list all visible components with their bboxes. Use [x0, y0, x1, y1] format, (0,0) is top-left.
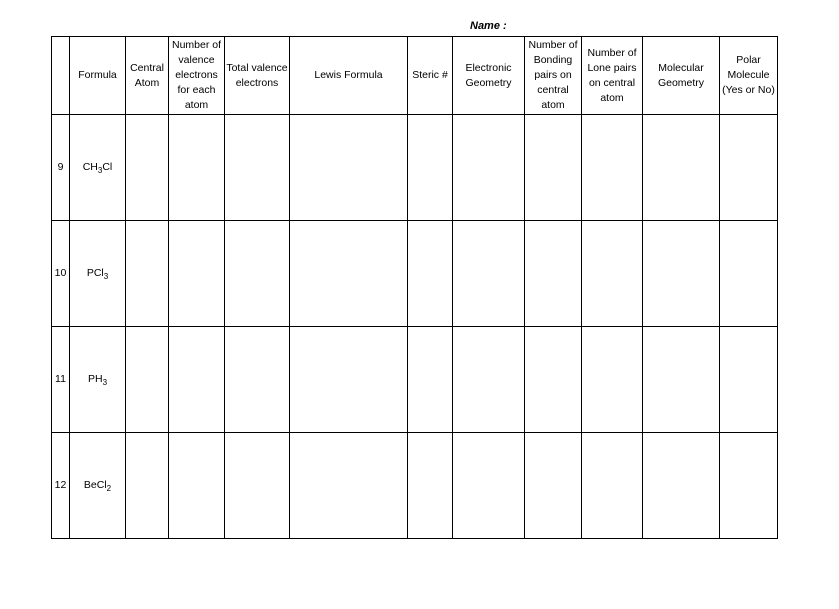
- cell-molecular-geometry[interactable]: [643, 433, 720, 539]
- header-lewis-formula: Lewis Formula: [290, 37, 408, 115]
- cell-molecular-geometry[interactable]: [643, 327, 720, 433]
- table-row: [52, 115, 778, 221]
- table-row: [52, 433, 778, 539]
- cell-valence-each[interactable]: [169, 221, 225, 327]
- cell-steric-number[interactable]: [408, 115, 453, 221]
- formula-main: PCl: [86, 267, 104, 279]
- cell-polar-molecule[interactable]: [720, 327, 778, 433]
- name-label: Name :: [470, 20, 507, 32]
- formula-subscript: 3: [103, 272, 109, 281]
- header-steric-number: Steric #: [408, 37, 453, 115]
- formula-subscript: 3: [97, 166, 103, 175]
- row-number: 10: [52, 221, 70, 327]
- cell-central-atom[interactable]: [126, 115, 169, 221]
- cell-lone-pairs[interactable]: [582, 433, 643, 539]
- header-bonding-pairs: Number of Bonding pairs on central atom: [525, 37, 582, 115]
- cell-molecular-geometry[interactable]: [643, 221, 720, 327]
- cell-lone-pairs[interactable]: [582, 221, 643, 327]
- cell-steric-number[interactable]: [408, 433, 453, 539]
- formula-main: CH: [82, 161, 98, 173]
- header-lone-pairs: Number of Lone pairs on central atom: [582, 37, 643, 115]
- cell-central-atom[interactable]: [126, 433, 169, 539]
- formula-subscript: 3: [102, 378, 108, 387]
- cell-total-valence[interactable]: [225, 327, 290, 433]
- cell-polar-molecule[interactable]: [720, 433, 778, 539]
- table-row: [52, 221, 778, 327]
- cell-valence-each[interactable]: [169, 115, 225, 221]
- cell-lone-pairs[interactable]: [582, 115, 643, 221]
- cell-polar-molecule[interactable]: [720, 221, 778, 327]
- row-formula: [70, 433, 126, 539]
- cell-steric-number[interactable]: [408, 221, 453, 327]
- cell-total-valence[interactable]: [225, 221, 290, 327]
- cell-total-valence[interactable]: [225, 115, 290, 221]
- cell-central-atom[interactable]: [126, 221, 169, 327]
- cell-steric-number[interactable]: [408, 327, 453, 433]
- cell-lewis-formula[interactable]: [290, 115, 408, 221]
- cell-lewis-formula[interactable]: [290, 433, 408, 539]
- row-number: 11: [52, 327, 70, 433]
- cell-electronic-geometry[interactable]: [453, 433, 525, 539]
- header-number: [52, 37, 70, 115]
- cell-valence-each[interactable]: [169, 327, 225, 433]
- header-valence-each: Number of valence electrons for each atom: [169, 37, 225, 115]
- cell-lewis-formula[interactable]: [290, 327, 408, 433]
- header-total-valence: Total valence electrons: [225, 37, 290, 115]
- formula-subscript: 2: [106, 484, 112, 493]
- header-formula: Formula: [70, 37, 126, 115]
- header-row: [52, 37, 778, 115]
- cell-bonding-pairs[interactable]: [525, 115, 582, 221]
- cell-bonding-pairs[interactable]: [525, 433, 582, 539]
- cell-polar-molecule[interactable]: [720, 115, 778, 221]
- cell-electronic-geometry[interactable]: [453, 327, 525, 433]
- cell-lewis-formula[interactable]: [290, 221, 408, 327]
- table-row: [52, 327, 778, 433]
- formula-tail: Cl: [102, 161, 113, 173]
- cell-electronic-geometry[interactable]: [453, 115, 525, 221]
- row-formula: [70, 327, 126, 433]
- row-number: 9: [52, 115, 70, 221]
- row-formula: [70, 221, 126, 327]
- header-molecular-geometry: Molecular Geometry: [643, 37, 720, 115]
- cell-electronic-geometry[interactable]: [453, 221, 525, 327]
- cell-bonding-pairs[interactable]: [525, 221, 582, 327]
- molecular-geometry-worksheet: [51, 36, 778, 539]
- cell-valence-each[interactable]: [169, 433, 225, 539]
- cell-bonding-pairs[interactable]: [525, 327, 582, 433]
- header-central-atom: Central Atom: [126, 37, 169, 115]
- row-formula: [70, 115, 126, 221]
- header-electronic-geometry: Electronic Geometry: [453, 37, 525, 115]
- cell-central-atom[interactable]: [126, 327, 169, 433]
- cell-molecular-geometry[interactable]: [643, 115, 720, 221]
- cell-total-valence[interactable]: [225, 433, 290, 539]
- formula-main: BeCl: [83, 479, 107, 491]
- header-polar-molecule: Polar Molecule (Yes or No): [720, 37, 778, 115]
- row-number: 12: [52, 433, 70, 539]
- formula-main: PH: [87, 373, 103, 385]
- cell-lone-pairs[interactable]: [582, 327, 643, 433]
